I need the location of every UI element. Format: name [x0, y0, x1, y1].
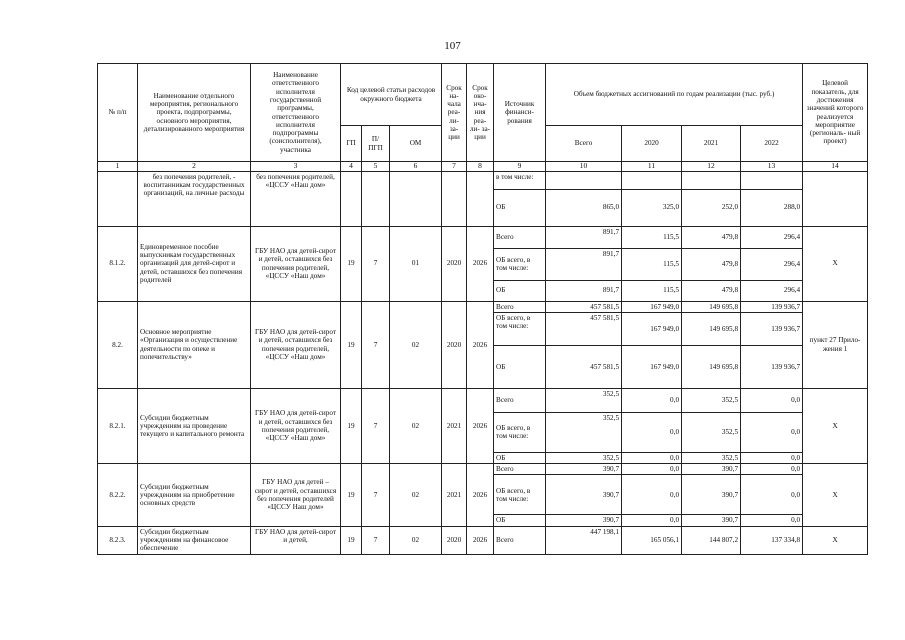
col-number: 2: [138, 162, 251, 172]
amount-total: 891,7: [546, 226, 622, 248]
amount-total: 457 581,5: [546, 312, 622, 345]
amount-2020: 0,0: [622, 452, 682, 463]
source-intro: в том числе:: [494, 171, 546, 189]
code-om: 01: [390, 226, 442, 301]
col-number: 3: [251, 162, 341, 172]
amount-2020: 165 056,1: [622, 526, 682, 554]
col-number: 9: [494, 162, 546, 172]
source-total: Всего: [494, 301, 546, 312]
header-total: Всего: [546, 126, 622, 162]
header-2022: 2022: [741, 126, 803, 162]
col-number: 13: [741, 162, 803, 172]
amount-total: 352,5: [546, 412, 622, 452]
amount-2022: 139 936,7: [741, 345, 803, 388]
target: Х: [803, 464, 868, 527]
amount-total: 352,5: [546, 388, 622, 412]
start-year: 2020: [442, 301, 467, 388]
header-code-group: Код целевой статьи расходов окружного бюджета: [341, 64, 442, 126]
header-start: Срок на- чала реа- ли- за- ции: [442, 64, 467, 162]
amount-2021: 390,7: [682, 464, 741, 475]
amount-2021: 390,7: [682, 515, 741, 526]
amount-2021: 479,8: [682, 280, 741, 301]
source-ob-all: ОБ всего, в том числе:: [494, 248, 546, 280]
code-om: 02: [390, 464, 442, 527]
amount-total: 352,5: [546, 452, 622, 463]
amount-2020: 0,0: [622, 464, 682, 475]
header-num: № п/п: [98, 64, 138, 162]
amount-2021: [682, 171, 741, 189]
amount-2022: 296,4: [741, 248, 803, 280]
code-ppgp: 7: [362, 464, 390, 527]
row-num: [98, 171, 138, 226]
code-gp: 19: [341, 301, 362, 388]
header-om: ОМ: [390, 126, 442, 162]
start-year: 2020: [442, 226, 467, 301]
col-number: 6: [390, 162, 442, 172]
start-year: [442, 171, 467, 226]
amount-2021: 352,5: [682, 412, 741, 452]
amount-2020: 167 949,0: [622, 312, 682, 345]
source-total: Всего: [494, 388, 546, 412]
amount-2021: 479,8: [682, 226, 741, 248]
amount-total: 457 581,5: [546, 345, 622, 388]
start-year: 2021: [442, 388, 467, 463]
amount-total: [546, 171, 622, 189]
col-number: 11: [622, 162, 682, 172]
header-gp: ГП: [341, 126, 362, 162]
source-ob-all: ОБ всего, в том числе:: [494, 412, 546, 452]
code-gp: 19: [341, 388, 362, 463]
code-gp: 19: [341, 464, 362, 527]
row-num: 8.2.: [98, 301, 138, 388]
col-number: 5: [362, 162, 390, 172]
row-num: 8.2.1.: [98, 388, 138, 463]
amount-2022: 139 936,7: [741, 301, 803, 312]
event-name: Субсидии бюджетным учреждениям на приобретение основных средств: [138, 464, 251, 527]
budget-table: [97, 63, 868, 555]
event-name: Основное мероприятие «Организация и осуществление деятельности по опеке и попечительству»: [138, 301, 251, 388]
amount-total: 891,7: [546, 248, 622, 280]
amount-2021: 149 695,8: [682, 312, 741, 345]
amount-2022: 0,0: [741, 412, 803, 452]
amount-2022: 296,4: [741, 280, 803, 301]
target: Х: [803, 388, 868, 463]
code-om: 02: [390, 526, 442, 554]
source-ob-all: ОБ всего, в том числе:: [494, 312, 546, 345]
col-number: 8: [467, 162, 494, 172]
amount-2022: 137 334,8: [741, 526, 803, 554]
executor: ГБУ НАО для детей-сирот и детей,: [251, 526, 341, 554]
header-event-name: Наименование отдельного мероприятия, регионального проекта, подпрограммы, основного мероприятия, детализированного мероприятия: [138, 64, 251, 162]
header-ppgp: П/ ПГП: [362, 126, 390, 162]
amount-2022: 0,0: [741, 515, 803, 526]
amount-total: 457 581,5: [546, 301, 622, 312]
amount-2020: 115,5: [622, 248, 682, 280]
amount-2020: 0,0: [622, 388, 682, 412]
executor: ГБУ НАО для детей – сирот и детей, оставшихся без попечения родителей «ЦССУ Наш дом»: [251, 464, 341, 527]
executor: ГБУ НАО для детей-сирот и детей, оставшихся без попечения родителей, «ЦССУ «Наш дом»: [251, 388, 341, 463]
executor: без попечения родителей, «ЦССУ «Наш дом»: [251, 171, 341, 226]
source-ob: ОБ: [494, 515, 546, 526]
header-executor: Наименование ответственного исполнителя государственной программы, ответственного исполнителя подпрограммы (соисполнителя), участника: [251, 64, 341, 162]
executor: ГБУ НАО для детей-сирот и детей, оставшихся без попечения родителей, «ЦССУ «Наш дом»: [251, 226, 341, 301]
code-ppgp: [362, 171, 390, 226]
amount-2022: 296,4: [741, 226, 803, 248]
col-number: 1: [98, 162, 138, 172]
amount-2022: 0,0: [741, 452, 803, 463]
end-year: 2026: [467, 226, 494, 301]
start-year: 2020: [442, 526, 467, 554]
code-ppgp: 7: [362, 226, 390, 301]
source-ob: ОБ: [494, 189, 546, 226]
amount-2020: 167 949,0: [622, 345, 682, 388]
source-total: Всего: [494, 464, 546, 475]
target: [803, 171, 868, 226]
amount-2021: 352,5: [682, 452, 741, 463]
amount-total: 891,7: [546, 280, 622, 301]
amount-2020: 115,5: [622, 226, 682, 248]
target: Х: [803, 526, 868, 554]
source-ob: ОБ: [494, 345, 546, 388]
code-gp: [341, 171, 362, 226]
source-total: Всего: [494, 526, 546, 554]
header-volume-group: Объем бюджетных ассигнований по годам реализации (тыс. руб.): [546, 64, 803, 126]
row-num: 8.1.2.: [98, 226, 138, 301]
amount-2020: 0,0: [622, 412, 682, 452]
end-year: 2026: [467, 388, 494, 463]
target: Х: [803, 226, 868, 301]
page-number: 107: [444, 40, 461, 52]
source-ob-all: ОБ всего, в том числе:: [494, 475, 546, 515]
start-year: 2021: [442, 464, 467, 527]
row-num: 8.2.3.: [98, 526, 138, 554]
source-ob: ОБ: [494, 452, 546, 463]
amount-2022: 139 936,7: [741, 312, 803, 345]
amount-2022: 0,0: [741, 388, 803, 412]
amount-total: 447 198,1: [546, 526, 622, 554]
code-om: 02: [390, 301, 442, 388]
amount-2021: 252,0: [682, 189, 741, 226]
source-total: Всего: [494, 226, 546, 248]
amount-2020: 0,0: [622, 475, 682, 515]
col-number: 10: [546, 162, 622, 172]
amount-total: 390,7: [546, 515, 622, 526]
header-source: Источник финанси- рования: [494, 64, 546, 162]
executor: ГБУ НАО для детей-сирот и детей, оставшихся без попечения родителей, «ЦССУ «Наш дом»: [251, 301, 341, 388]
amount-2021: 479,8: [682, 248, 741, 280]
amount-total: 865,0: [546, 189, 622, 226]
source-ob: ОБ: [494, 280, 546, 301]
event-name: без попечения родителей, - воспитанникам государственных организаций, на личные расходы: [138, 171, 251, 226]
end-year: 2026: [467, 526, 494, 554]
amount-2020: 325,0: [622, 189, 682, 226]
row-num: 8.2.2.: [98, 464, 138, 527]
code-gp: 19: [341, 226, 362, 301]
header-end: Срок око- нча- ния реа- ли- за- ции: [467, 64, 494, 162]
amount-2022: 0,0: [741, 475, 803, 515]
event-name: Субсидии бюджетным учреждениям на финансовое обеспечение: [138, 526, 251, 554]
end-year: [467, 171, 494, 226]
amount-2021: 149 695,8: [682, 301, 741, 312]
amount-total: 390,7: [546, 475, 622, 515]
code-ppgp: 7: [362, 301, 390, 388]
amount-2021: 144 807,2: [682, 526, 741, 554]
amount-2022: 0,0: [741, 464, 803, 475]
header-2020: 2020: [622, 126, 682, 162]
amount-2022: [741, 171, 803, 189]
code-gp: 19: [341, 526, 362, 554]
code-om: 02: [390, 388, 442, 463]
col-number: 4: [341, 162, 362, 172]
end-year: 2026: [467, 464, 494, 527]
target: пункт 27 Прило- жения 1: [803, 301, 868, 388]
amount-2020: 167 949,0: [622, 301, 682, 312]
event-name: Субсидии бюджетным учреждениям на проведение текущего и капитального ремонта: [138, 388, 251, 463]
col-number: 7: [442, 162, 467, 172]
amount-total: 390,7: [546, 464, 622, 475]
col-number: 12: [682, 162, 741, 172]
code-ppgp: 7: [362, 526, 390, 554]
header-2021: 2021: [682, 126, 741, 162]
event-name: Единовременное пособие выпускникам государственных организаций для детей-сирот и детей, оставшихся без попечения родителей: [138, 226, 251, 301]
col-number: 14: [803, 162, 868, 172]
amount-2021: 352,5: [682, 388, 741, 412]
end-year: 2026: [467, 301, 494, 388]
amount-2021: 390,7: [682, 475, 741, 515]
amount-2020: [622, 171, 682, 189]
code-ppgp: 7: [362, 388, 390, 463]
amount-2020: 115,5: [622, 280, 682, 301]
amount-2022: 288,0: [741, 189, 803, 226]
amount-2021: 149 695,8: [682, 345, 741, 388]
amount-2020: 0,0: [622, 515, 682, 526]
header-target: Целевой показатель, для достижения значений которого реализуется мероприятие (региональ- ный проект): [803, 64, 868, 162]
code-om: [390, 171, 442, 226]
